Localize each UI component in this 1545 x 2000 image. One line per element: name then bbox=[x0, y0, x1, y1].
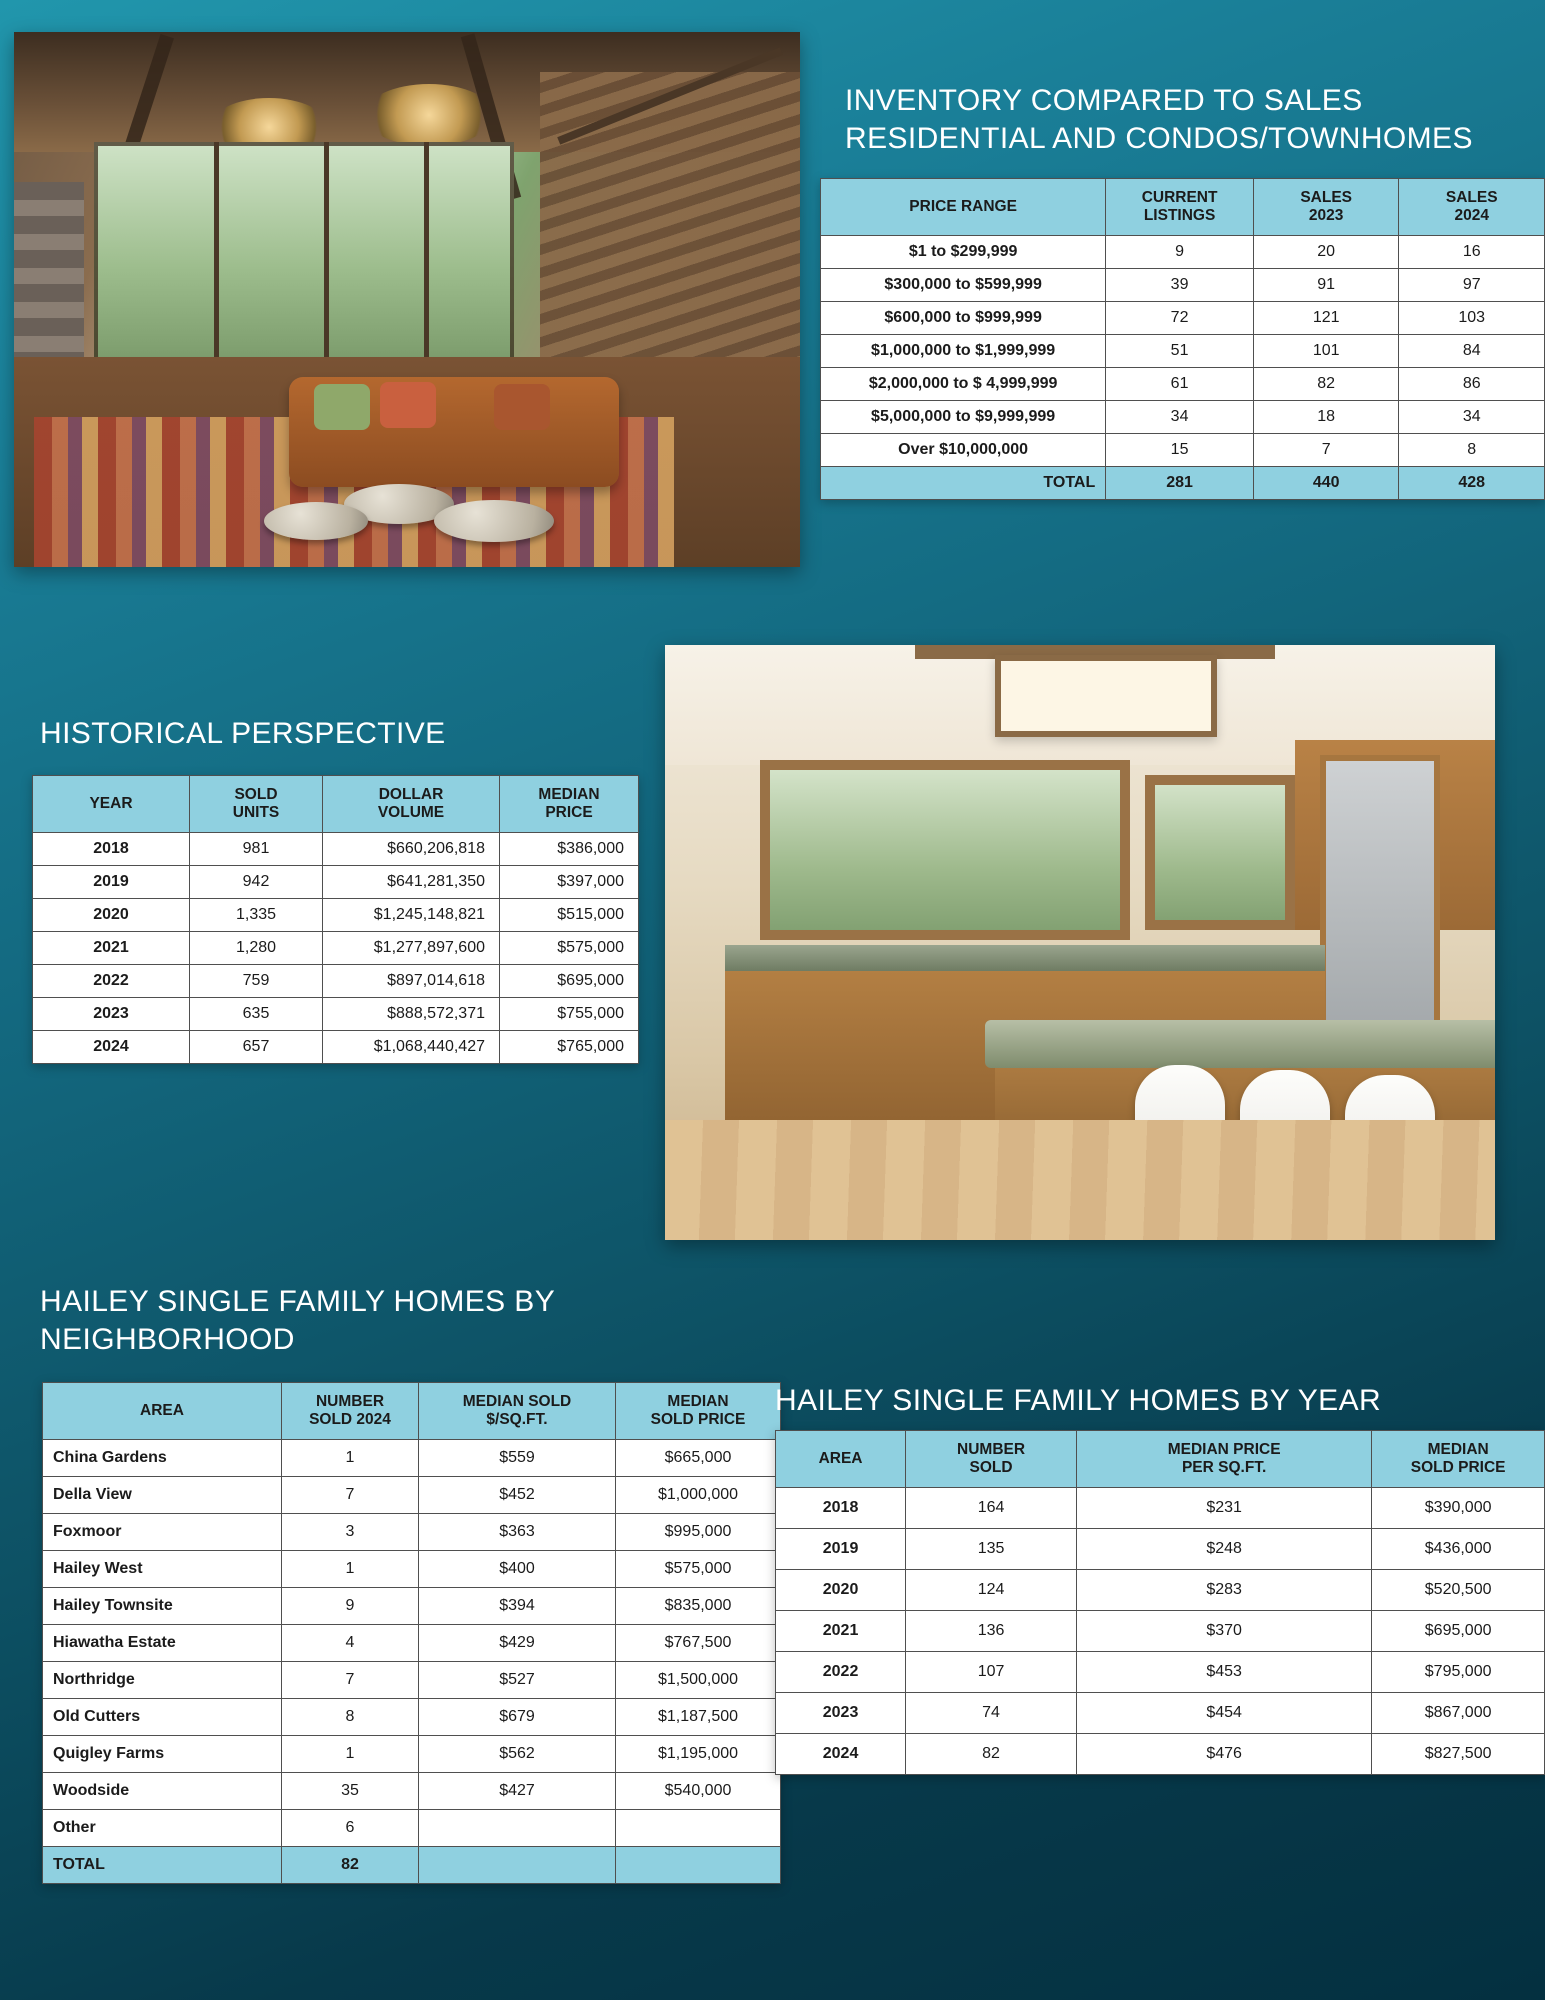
cell-number-sold: 82 bbox=[906, 1733, 1077, 1774]
table-row bbox=[776, 1692, 1545, 1733]
cell-year: 2019 bbox=[776, 1528, 906, 1569]
cell-sold-units: 1,280 bbox=[190, 931, 323, 964]
cell-median-price: $1,187,500 bbox=[616, 1698, 781, 1735]
cell-year: 2020 bbox=[776, 1569, 906, 1610]
col-area: AREA bbox=[776, 1431, 906, 1488]
table-header-row bbox=[821, 179, 1545, 236]
cell-sold-units: 635 bbox=[190, 997, 323, 1030]
cell-median-price: $835,000 bbox=[616, 1587, 781, 1624]
cell-median-price: $397,000 bbox=[500, 865, 639, 898]
table-row bbox=[33, 931, 639, 964]
cell-year: 2023 bbox=[33, 997, 190, 1030]
cell-number-sold: 7 bbox=[282, 1661, 419, 1698]
throw-pillow bbox=[494, 384, 550, 430]
cell-median-sqft: $429 bbox=[419, 1624, 616, 1661]
col-sold-units: SOLD UNITS bbox=[190, 776, 323, 833]
cell-dollar-volume: $641,281,350 bbox=[323, 865, 500, 898]
cell-number-sold: 35 bbox=[282, 1772, 419, 1809]
cell-dollar-volume: $660,206,818 bbox=[323, 832, 500, 865]
cell-area: Foxmoor bbox=[43, 1513, 282, 1550]
cell-number-sold: 124 bbox=[906, 1569, 1077, 1610]
great-room-photo bbox=[14, 32, 800, 567]
cell-sales-2024: 16 bbox=[1399, 235, 1545, 268]
table-total-row bbox=[821, 466, 1545, 499]
cell-current-listings: 9 bbox=[1106, 235, 1254, 268]
hardwood-floor bbox=[665, 1120, 1495, 1240]
cell-total-number-sold: 82 bbox=[282, 1846, 419, 1883]
table-row bbox=[776, 1569, 1545, 1610]
inventory-section-title bbox=[845, 82, 1525, 157]
table-header-row bbox=[776, 1431, 1545, 1488]
cell-median-price: $390,000 bbox=[1372, 1487, 1545, 1528]
cell-area: Della View bbox=[43, 1476, 282, 1513]
historical-table-wrapper bbox=[32, 775, 639, 1064]
throw-pillow bbox=[380, 382, 436, 428]
cell-area: Woodside bbox=[43, 1772, 282, 1809]
cell-median-price: $515,000 bbox=[500, 898, 639, 931]
cell-current-listings: 72 bbox=[1106, 301, 1254, 334]
cell-total-label: TOTAL bbox=[43, 1846, 282, 1883]
cell-median-price: $827,500 bbox=[1372, 1733, 1545, 1774]
cell-median-sqft: $231 bbox=[1077, 1487, 1372, 1528]
cell-median-price: $665,000 bbox=[616, 1439, 781, 1476]
pendant-light-fixture bbox=[995, 655, 1217, 737]
cell-year: 2021 bbox=[33, 931, 190, 964]
neighborhood-section-title bbox=[40, 1283, 600, 1358]
chandelier-right bbox=[364, 84, 494, 146]
table-row bbox=[33, 832, 639, 865]
table-row bbox=[33, 964, 639, 997]
by-year-table-wrapper bbox=[775, 1430, 1545, 1775]
table-row bbox=[43, 1550, 781, 1587]
cell-year: 2023 bbox=[776, 1692, 906, 1733]
neighborhood-table-body bbox=[43, 1439, 781, 1883]
historical-table-head bbox=[33, 776, 639, 833]
cell-area: China Gardens bbox=[43, 1439, 282, 1476]
cell-number-sold: 107 bbox=[906, 1651, 1077, 1692]
table-row bbox=[43, 1439, 781, 1476]
cell-median-sqft: $283 bbox=[1077, 1569, 1372, 1610]
table-row bbox=[821, 334, 1545, 367]
cell-median-price: $436,000 bbox=[1372, 1528, 1545, 1569]
table-row bbox=[776, 1610, 1545, 1651]
cell-median-price: $386,000 bbox=[500, 832, 639, 865]
col-dollar-volume: DOLLAR VOLUME bbox=[323, 776, 500, 833]
cell-median-sqft: $394 bbox=[419, 1587, 616, 1624]
cell-median-sqft bbox=[419, 1809, 616, 1846]
col-number-sold: NUMBER SOLD bbox=[906, 1431, 1077, 1488]
table-row bbox=[821, 367, 1545, 400]
cell-sold-units: 1,335 bbox=[190, 898, 323, 931]
inventory-title-line1: INVENTORY COMPARED TO SALES bbox=[845, 84, 1363, 117]
cell-number-sold: 74 bbox=[906, 1692, 1077, 1733]
cell-current-listings: 51 bbox=[1106, 334, 1254, 367]
col-sales-2023: SALES 2023 bbox=[1253, 179, 1399, 236]
table-row bbox=[33, 1030, 639, 1063]
table-row bbox=[821, 268, 1545, 301]
col-current-listings: CURRENT LISTINGS bbox=[1106, 179, 1254, 236]
cell-number-sold: 164 bbox=[906, 1487, 1077, 1528]
cell-sales-2023: 7 bbox=[1253, 433, 1399, 466]
historical-section-title: HISTORICAL PERSPECTIVE bbox=[40, 717, 446, 750]
cell-median-sqft: $679 bbox=[419, 1698, 616, 1735]
cell-area: Quigley Farms bbox=[43, 1735, 282, 1772]
cell-dollar-volume: $897,014,618 bbox=[323, 964, 500, 997]
table-row bbox=[43, 1772, 781, 1809]
cell-sales-2023: 18 bbox=[1253, 400, 1399, 433]
cell-median-sqft: $363 bbox=[419, 1513, 616, 1550]
col-median-sold-sqft: MEDIAN SOLD $/SQ.FT. bbox=[419, 1383, 616, 1440]
table-row bbox=[33, 865, 639, 898]
table-row bbox=[43, 1587, 781, 1624]
countertop bbox=[725, 945, 1325, 971]
col-price-range: PRICE RANGE bbox=[821, 179, 1106, 236]
cell-current-listings: 61 bbox=[1106, 367, 1254, 400]
inventory-table bbox=[820, 178, 1545, 500]
col-median-price: MEDIAN PRICE bbox=[500, 776, 639, 833]
cell-sold-units: 657 bbox=[190, 1030, 323, 1063]
table-row bbox=[776, 1733, 1545, 1774]
cell-median-sqft: $452 bbox=[419, 1476, 616, 1513]
table-header-row bbox=[33, 776, 639, 833]
table-row bbox=[43, 1476, 781, 1513]
inventory-title-line2: RESIDENTIAL AND CONDOS/TOWNHOMES bbox=[845, 121, 1473, 155]
cell-total-current-listings: 281 bbox=[1106, 466, 1254, 499]
cell-median-price: $520,500 bbox=[1372, 1569, 1545, 1610]
cell-median-price: $695,000 bbox=[1372, 1610, 1545, 1651]
coffee-table bbox=[434, 500, 554, 542]
inventory-table-body bbox=[821, 235, 1545, 499]
cell-median-sqft: $527 bbox=[419, 1661, 616, 1698]
table-row bbox=[776, 1528, 1545, 1569]
coffee-table bbox=[264, 502, 368, 540]
by-year-table bbox=[775, 1430, 1545, 1775]
table-row bbox=[43, 1661, 781, 1698]
cell-area: Old Cutters bbox=[43, 1698, 282, 1735]
cell-year: 2024 bbox=[776, 1733, 906, 1774]
cell-sales-2024: 97 bbox=[1399, 268, 1545, 301]
cell-price-range: $600,000 to $999,999 bbox=[821, 301, 1106, 334]
col-number-sold-2024: NUMBER SOLD 2024 bbox=[282, 1383, 419, 1440]
cell-number-sold: 7 bbox=[282, 1476, 419, 1513]
cell-number-sold: 136 bbox=[906, 1610, 1077, 1651]
cell-median-price: $995,000 bbox=[616, 1513, 781, 1550]
cell-year: 2019 bbox=[33, 865, 190, 898]
cell-area: Hailey Townsite bbox=[43, 1587, 282, 1624]
cell-sales-2024: 103 bbox=[1399, 301, 1545, 334]
by-year-table-body bbox=[776, 1487, 1545, 1774]
neighborhood-title-line1: HAILEY SINGLE FAMILY HOMES BY bbox=[40, 1285, 556, 1318]
cell-total-label: TOTAL bbox=[821, 466, 1106, 499]
cell-median-price: $1,500,000 bbox=[616, 1661, 781, 1698]
cell-median-sqft: $248 bbox=[1077, 1528, 1372, 1569]
cell-median-sqft: $453 bbox=[1077, 1651, 1372, 1692]
throw-pillow bbox=[314, 384, 370, 430]
island-countertop bbox=[985, 1020, 1495, 1068]
cell-median-price: $767,500 bbox=[616, 1624, 781, 1661]
by-year-section-title: HAILEY SINGLE FAMILY HOMES BY YEAR bbox=[775, 1384, 1382, 1417]
by-year-table-head bbox=[776, 1431, 1545, 1488]
col-sales-2024: SALES 2024 bbox=[1399, 179, 1545, 236]
cell-median-price bbox=[616, 1809, 781, 1846]
cell-median-sqft: $559 bbox=[419, 1439, 616, 1476]
cell-year: 2020 bbox=[33, 898, 190, 931]
col-area: AREA bbox=[43, 1383, 282, 1440]
cell-number-sold: 1 bbox=[282, 1439, 419, 1476]
cell-area: Northridge bbox=[43, 1661, 282, 1698]
col-median-sold-price: MEDIAN SOLD PRICE bbox=[1372, 1431, 1545, 1488]
cell-sales-2023: 20 bbox=[1253, 235, 1399, 268]
cell-median-price: $695,000 bbox=[500, 964, 639, 997]
cell-sales-2023: 121 bbox=[1253, 301, 1399, 334]
cell-median-price: $867,000 bbox=[1372, 1692, 1545, 1733]
table-total-row bbox=[43, 1846, 781, 1883]
cell-current-listings: 39 bbox=[1106, 268, 1254, 301]
table-row bbox=[43, 1513, 781, 1550]
cell-year: 2024 bbox=[33, 1030, 190, 1063]
cell-number-sold: 9 bbox=[282, 1587, 419, 1624]
kitchen-photo bbox=[665, 645, 1495, 1240]
cell-sales-2023: 101 bbox=[1253, 334, 1399, 367]
cell-median-sqft: $400 bbox=[419, 1550, 616, 1587]
neighborhood-table-head bbox=[43, 1383, 781, 1440]
cell-year: 2018 bbox=[776, 1487, 906, 1528]
cell-number-sold: 1 bbox=[282, 1550, 419, 1587]
cell-number-sold: 6 bbox=[282, 1809, 419, 1846]
table-row bbox=[43, 1735, 781, 1772]
cell-year: 2022 bbox=[33, 964, 190, 997]
cell-price-range: $1 to $299,999 bbox=[821, 235, 1106, 268]
cell-sales-2023: 91 bbox=[1253, 268, 1399, 301]
cell-median-price: $765,000 bbox=[500, 1030, 639, 1063]
historical-table bbox=[32, 775, 639, 1064]
neighborhood-table-wrapper bbox=[42, 1382, 781, 1884]
col-year: YEAR bbox=[33, 776, 190, 833]
cell-median-sqft: $562 bbox=[419, 1735, 616, 1772]
inventory-table-head bbox=[821, 179, 1545, 236]
col-median-price-sqft: MEDIAN PRICE PER SQ.FT. bbox=[1077, 1431, 1372, 1488]
cell-sold-units: 981 bbox=[190, 832, 323, 865]
cell-current-listings: 34 bbox=[1106, 400, 1254, 433]
cell-total-sales-2023: 440 bbox=[1253, 466, 1399, 499]
cell-area: Hailey West bbox=[43, 1550, 282, 1587]
cell-dollar-volume: $888,572,371 bbox=[323, 997, 500, 1030]
cell-price-range: $5,000,000 to $9,999,999 bbox=[821, 400, 1106, 433]
table-row bbox=[821, 301, 1545, 334]
cell-total-median-sqft bbox=[419, 1846, 616, 1883]
cell-dollar-volume: $1,245,148,821 bbox=[323, 898, 500, 931]
cell-price-range: $300,000 to $599,999 bbox=[821, 268, 1106, 301]
cell-median-price: $1,000,000 bbox=[616, 1476, 781, 1513]
cell-sales-2023: 82 bbox=[1253, 367, 1399, 400]
cell-dollar-volume: $1,068,440,427 bbox=[323, 1030, 500, 1063]
table-header-row bbox=[43, 1383, 781, 1440]
cell-year: 2018 bbox=[33, 832, 190, 865]
cell-sold-units: 942 bbox=[190, 865, 323, 898]
cell-number-sold: 1 bbox=[282, 1735, 419, 1772]
table-row bbox=[776, 1651, 1545, 1692]
cell-sold-units: 759 bbox=[190, 964, 323, 997]
cell-median-price: $575,000 bbox=[616, 1550, 781, 1587]
table-row bbox=[821, 235, 1545, 268]
cell-current-listings: 15 bbox=[1106, 433, 1254, 466]
cell-median-price: $575,000 bbox=[500, 931, 639, 964]
cell-median-price: $755,000 bbox=[500, 997, 639, 1030]
neighborhood-table bbox=[42, 1382, 781, 1884]
table-row bbox=[821, 433, 1545, 466]
cell-number-sold: 135 bbox=[906, 1528, 1077, 1569]
cell-median-sqft: $454 bbox=[1077, 1692, 1372, 1733]
cell-total-sales-2024: 428 bbox=[1399, 466, 1545, 499]
table-row bbox=[43, 1698, 781, 1735]
kitchen-window-bank bbox=[760, 760, 1130, 940]
cell-median-sqft: $427 bbox=[419, 1772, 616, 1809]
col-median-sold-price: MEDIAN SOLD PRICE bbox=[616, 1383, 781, 1440]
cell-price-range: $1,000,000 to $1,999,999 bbox=[821, 334, 1106, 367]
neighborhood-title-line2: NEIGHBORHOOD bbox=[40, 1322, 295, 1356]
cell-median-sqft: $370 bbox=[1077, 1610, 1372, 1651]
cell-median-price: $795,000 bbox=[1372, 1651, 1545, 1692]
inventory-table-wrapper bbox=[820, 178, 1545, 500]
table-row bbox=[821, 400, 1545, 433]
cell-number-sold: 4 bbox=[282, 1624, 419, 1661]
table-row bbox=[43, 1624, 781, 1661]
cell-area: Other bbox=[43, 1809, 282, 1846]
historical-table-body bbox=[33, 832, 639, 1063]
cell-sales-2024: 34 bbox=[1399, 400, 1545, 433]
table-row bbox=[33, 898, 639, 931]
cell-median-price: $1,195,000 bbox=[616, 1735, 781, 1772]
cell-price-range: $2,000,000 to $ 4,999,999 bbox=[821, 367, 1106, 400]
cell-number-sold: 8 bbox=[282, 1698, 419, 1735]
cell-sales-2024: 8 bbox=[1399, 433, 1545, 466]
cell-year: 2022 bbox=[776, 1651, 906, 1692]
cell-sales-2024: 86 bbox=[1399, 367, 1545, 400]
cell-sales-2024: 84 bbox=[1399, 334, 1545, 367]
kitchen-window-secondary bbox=[1145, 775, 1295, 930]
cell-median-price: $540,000 bbox=[616, 1772, 781, 1809]
cell-number-sold: 3 bbox=[282, 1513, 419, 1550]
cell-area: Hiawatha Estate bbox=[43, 1624, 282, 1661]
cell-price-range: Over $10,000,000 bbox=[821, 433, 1106, 466]
cell-median-sqft: $476 bbox=[1077, 1733, 1372, 1774]
cell-total-median-price bbox=[616, 1846, 781, 1883]
table-row bbox=[33, 997, 639, 1030]
cell-year: 2021 bbox=[776, 1610, 906, 1651]
cell-dollar-volume: $1,277,897,600 bbox=[323, 931, 500, 964]
table-row bbox=[43, 1809, 781, 1846]
staircase bbox=[540, 72, 800, 402]
table-row bbox=[776, 1487, 1545, 1528]
